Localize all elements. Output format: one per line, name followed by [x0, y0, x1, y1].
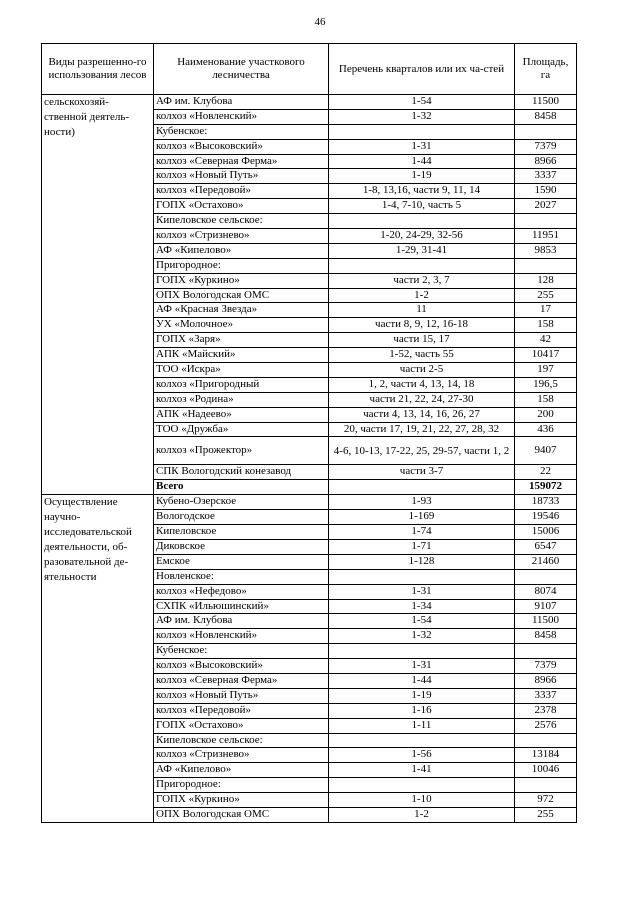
forestry-name-cell: Кипеловское [154, 525, 329, 540]
forestry-name-cell: колхоз «Новый Путь» [154, 169, 329, 184]
area-cell [515, 733, 577, 748]
area-cell: 3337 [515, 169, 577, 184]
area-cell: 255 [515, 288, 577, 303]
quarters-cell: 1-31 [329, 659, 515, 674]
quarters-cell: 1-52, часть 55 [329, 348, 515, 363]
area-cell: 158 [515, 318, 577, 333]
quarters-cell: 1-128 [329, 554, 515, 569]
quarters-cell: 1-4, 7-10, часть 5 [329, 199, 515, 214]
forestry-name-cell: ОПХ Вологодская ОМС [154, 807, 329, 822]
quarters-cell: 1-31 [329, 584, 515, 599]
quarters-cell: 20, части 17, 19, 21, 22, 27, 28, 32 [329, 422, 515, 437]
area-cell: 9407 [515, 437, 577, 465]
area-cell: 8966 [515, 673, 577, 688]
quarters-cell: 11 [329, 303, 515, 318]
area-cell: 158 [515, 392, 577, 407]
area-cell: 6547 [515, 539, 577, 554]
forestry-name-cell: АФ «Кипелово» [154, 243, 329, 258]
quarters-cell [329, 480, 515, 495]
header-area: Площадь, га [515, 44, 577, 95]
quarters-cell: 1-32 [329, 109, 515, 124]
header-forestry-name: Наименование участкового лесничества [154, 44, 329, 95]
quarters-cell [329, 569, 515, 584]
quarters-cell: части 8, 9, 12, 16-18 [329, 318, 515, 333]
area-cell: 196,5 [515, 377, 577, 392]
forestry-name-cell: колхоз «Стризнево» [154, 748, 329, 763]
forestry-name-cell: ОПХ Вологодская ОМС [154, 288, 329, 303]
quarters-cell: 1-93 [329, 495, 515, 510]
forestry-name-cell: Всего [154, 480, 329, 495]
forestry-name-cell: АПК «Надеево» [154, 407, 329, 422]
area-cell: 11500 [515, 95, 577, 110]
forestry-name-cell: Кипеловское сельское: [154, 733, 329, 748]
area-cell: 8458 [515, 109, 577, 124]
quarters-cell: части 3-7 [329, 465, 515, 480]
forestry-name-cell: Кипеловское сельское: [154, 214, 329, 229]
quarters-cell: 1-44 [329, 673, 515, 688]
area-cell [515, 124, 577, 139]
quarters-cell: 1-8, 13,16, части 9, 11, 14 [329, 184, 515, 199]
area-cell: 7379 [515, 659, 577, 674]
forestry-name-cell: колхоз «Новленский» [154, 629, 329, 644]
forestry-name-cell: колхоз «Северная Ферма» [154, 673, 329, 688]
area-cell: 22 [515, 465, 577, 480]
area-cell: 8966 [515, 154, 577, 169]
forestry-name-cell: АФ «Кипелово» [154, 763, 329, 778]
area-cell: 972 [515, 793, 577, 808]
forestry-name-cell: СПК Вологодский конезавод [154, 465, 329, 480]
quarters-cell: части 2, 3, 7 [329, 273, 515, 288]
quarters-cell: 4-6, 10-13, 17-22, 25, 29-57, части 1, 2 [329, 437, 515, 465]
forestry-name-cell: колхоз «Северная Ферма» [154, 154, 329, 169]
area-cell: 11951 [515, 229, 577, 244]
quarters-cell: 1-41 [329, 763, 515, 778]
forestry-name-cell: ГОПХ «Куркино» [154, 273, 329, 288]
forestry-name-cell: колхоз «Пригородный [154, 377, 329, 392]
quarters-cell [329, 778, 515, 793]
area-cell: 13184 [515, 748, 577, 763]
forestry-name-cell: Емское [154, 554, 329, 569]
forestry-name-cell: колхоз «Новый Путь» [154, 688, 329, 703]
area-cell: 8074 [515, 584, 577, 599]
forestry-name-cell: ГОПХ «Остахово» [154, 718, 329, 733]
area-cell: 255 [515, 807, 577, 822]
table-row [42, 495, 577, 510]
area-cell: 7379 [515, 139, 577, 154]
forestry-name-cell: колхоз «Нефедово» [154, 584, 329, 599]
quarters-cell: части 2-5 [329, 363, 515, 378]
area-cell: 128 [515, 273, 577, 288]
area-cell: 159072 [515, 480, 577, 495]
forestry-name-cell: колхоз «Родина» [154, 392, 329, 407]
quarters-cell: 1-11 [329, 718, 515, 733]
area-cell: 15006 [515, 525, 577, 540]
quarters-cell: части 21, 22, 24, 27-30 [329, 392, 515, 407]
quarters-cell: 1-16 [329, 703, 515, 718]
quarters-cell: 1-74 [329, 525, 515, 540]
forestry-name-cell: колхоз «Высоковский» [154, 659, 329, 674]
area-cell: 3337 [515, 688, 577, 703]
forestry-name-cell: колхоз «Стризнево» [154, 229, 329, 244]
quarters-cell: 1-44 [329, 154, 515, 169]
area-cell: 42 [515, 333, 577, 348]
quarters-cell: 1-19 [329, 688, 515, 703]
quarters-cell: 1-2 [329, 807, 515, 822]
area-cell: 17 [515, 303, 577, 318]
area-cell: 10417 [515, 348, 577, 363]
quarters-cell: 1-56 [329, 748, 515, 763]
area-cell [515, 214, 577, 229]
forestry-name-cell: Новленское: [154, 569, 329, 584]
forestry-name-cell: Пригородное: [154, 778, 329, 793]
header-quarters: Перечень кварталов или их ча-стей [329, 44, 515, 95]
area-cell: 2378 [515, 703, 577, 718]
quarters-cell [329, 733, 515, 748]
forestry-name-cell: ГОПХ «Куркино» [154, 793, 329, 808]
header-use-type: Виды разрешенно-го использования лесов [42, 44, 154, 95]
area-cell: 2576 [515, 718, 577, 733]
area-cell: 200 [515, 407, 577, 422]
forestry-name-cell: колхоз «Новленский» [154, 109, 329, 124]
area-cell: 9853 [515, 243, 577, 258]
quarters-cell [329, 258, 515, 273]
area-cell: 19546 [515, 510, 577, 525]
area-cell: 10046 [515, 763, 577, 778]
forestry-name-cell: Пригородное: [154, 258, 329, 273]
area-cell [515, 778, 577, 793]
area-cell: 197 [515, 363, 577, 378]
quarters-cell: 1-19 [329, 169, 515, 184]
forestry-name-cell: колхоз «Высоковский» [154, 139, 329, 154]
forestry-name-cell: ГОПХ «Остахово» [154, 199, 329, 214]
forestry-name-cell: ГОПХ «Заря» [154, 333, 329, 348]
forestry-name-cell: Диковское [154, 539, 329, 554]
area-cell [515, 644, 577, 659]
forestry-name-cell: АФ им. Клубова [154, 95, 329, 110]
forestry-name-cell: Кубено-Озерское [154, 495, 329, 510]
forestry-name-cell: СХПК «Ильюшинский» [154, 599, 329, 614]
forestry-name-cell: колхоз «Прожектор» [154, 437, 329, 465]
table-row [42, 95, 577, 110]
area-cell: 21460 [515, 554, 577, 569]
quarters-cell [329, 644, 515, 659]
forestry-name-cell: АФ «Красная Звезда» [154, 303, 329, 318]
quarters-cell [329, 214, 515, 229]
quarters-cell: 1-10 [329, 793, 515, 808]
area-cell: 8458 [515, 629, 577, 644]
forestry-name-cell: Вологодское [154, 510, 329, 525]
forestry-name-cell: Кубенское: [154, 124, 329, 139]
quarters-cell: части 4, 13, 14, 16, 26, 27 [329, 407, 515, 422]
quarters-cell: 1-2 [329, 288, 515, 303]
forestry-name-cell: Кубенское: [154, 644, 329, 659]
area-cell [515, 258, 577, 273]
area-cell: 1590 [515, 184, 577, 199]
forestry-name-cell: ТОО «Дружба» [154, 422, 329, 437]
forest-use-table [41, 43, 577, 823]
forestry-name-cell: АФ им. Клубова [154, 614, 329, 629]
quarters-cell: 1-169 [329, 510, 515, 525]
area-cell: 436 [515, 422, 577, 437]
forestry-name-cell: АПК «Майский» [154, 348, 329, 363]
quarters-cell: части 15, 17 [329, 333, 515, 348]
use-type-cell: Осуществление научно-исследовательской деятельности, об-разовательной де-ятельности [42, 495, 154, 823]
area-cell: 11500 [515, 614, 577, 629]
forestry-name-cell: колхоз «Передовой» [154, 703, 329, 718]
quarters-cell: 1-31 [329, 139, 515, 154]
use-type-cell: сельскохозяй-ственной деятель-ности) [42, 95, 154, 495]
quarters-cell: 1-20, 24-29, 32-56 [329, 229, 515, 244]
forestry-name-cell: УХ «Молочное» [154, 318, 329, 333]
area-cell: 18733 [515, 495, 577, 510]
area-cell [515, 569, 577, 584]
area-cell: 2027 [515, 199, 577, 214]
quarters-cell: 1-32 [329, 629, 515, 644]
area-cell: 9107 [515, 599, 577, 614]
quarters-cell: 1-29, 31-41 [329, 243, 515, 258]
page-number: 46 [314, 16, 326, 28]
quarters-cell: 1-71 [329, 539, 515, 554]
quarters-cell: 1, 2, части 4, 13, 14, 18 [329, 377, 515, 392]
header-row [42, 44, 577, 95]
table-body [42, 95, 577, 823]
quarters-cell [329, 124, 515, 139]
quarters-cell: 1-34 [329, 599, 515, 614]
forestry-name-cell: колхоз «Передовой» [154, 184, 329, 199]
quarters-cell: 1-54 [329, 95, 515, 110]
quarters-cell: 1-54 [329, 614, 515, 629]
forestry-name-cell: ТОО «Искра» [154, 363, 329, 378]
